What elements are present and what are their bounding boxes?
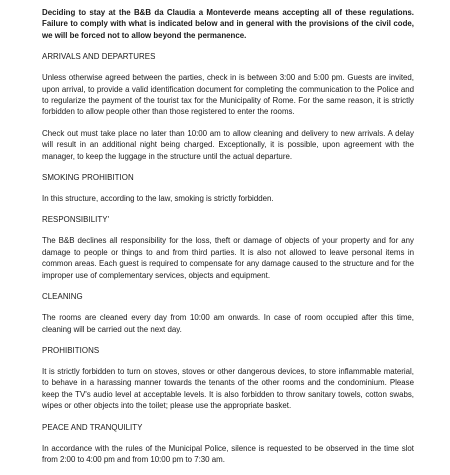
section-heading: RESPONSIBILITY'	[42, 215, 110, 225]
section-heading: SMOKING PROHIBITION	[42, 173, 134, 183]
section-smoking-prohibition	[42, 172, 414, 204]
section-arrivals-departures	[42, 51, 414, 162]
section-paragraph: Unless otherwise agreed between the parties, check in is between 3:00 and 5:00 pm. Guests are invited, upon arrival, to provide a valid identification document for completing the communication to the Police and to regularize the payment of the tourist tax for the Municipality of Rome. For the same reason, it is strictly forbidden to allow people other than those registered to enter the rooms.	[42, 73, 414, 117]
section-paragraph: The B&B declines all responsibility for the loss, theft or damage of objects of your property and for any damage to people or things to and from third parties. It is also not allowed to leave personal items in common areas. Each guest is required to compensate for any damage caused to the structure and for the improper use of complementary services, objects and equipment.	[42, 236, 414, 280]
section-heading: PROHIBITIONS	[42, 345, 100, 355]
section-paragraph: The rooms are cleaned every day from 10:00 am onwards. In case of room occupied after this time, cleaning will be carried out the next day.	[42, 313, 414, 334]
section-responsibility	[42, 214, 414, 281]
section-paragraph: Check out must take place no later than 10:00 am to allow cleaning and delivery to new arrivals. A delay will result in an additional night being charged. Exceptionally, it is possible, upon agreement with the manager, to keep the luggage in the structure until the actual departure.	[42, 128, 414, 161]
section-heading: ARRIVALS AND DEPARTURES	[42, 52, 156, 62]
section-heading: PEACE AND TRANQUILITY	[42, 422, 143, 432]
section-cleaning	[42, 291, 414, 335]
intro-paragraph: Deciding to stay at the B&B da Claudia a Monteverde means accepting all of these regulations. Failure to comply with what is indicated below and in general with the provisions of the civil code, we will be forced not to allow beyond the permanence.	[42, 8, 414, 40]
section-paragraph: In this structure, according to the law, smoking is strictly forbidden.	[42, 194, 274, 204]
section-paragraph: It is strictly forbidden to turn on stoves, stoves or other dangerous devices, to store inflammable material, to behave in a harassing manner towards the tenants of the other rooms and the condominium. Please keep the TV's audio level at acceptable levels. It is also forbidden to throw sanitary towels, cotton swabs, wipes or other objects into the toilet; please use the appropriate basket.	[42, 366, 414, 411]
section-peace-tranquility	[42, 422, 414, 466]
section-heading: CLEANING	[42, 292, 83, 302]
section-paragraph: In accordance with the rules of the Municipal Police, silence is requested to be observed in the time slot from 2:00 to 4:00 pm and from 10:00 pm to 7:30 am.	[42, 443, 414, 464]
section-prohibitions	[42, 345, 414, 412]
regulations-document	[42, 7, 414, 475]
